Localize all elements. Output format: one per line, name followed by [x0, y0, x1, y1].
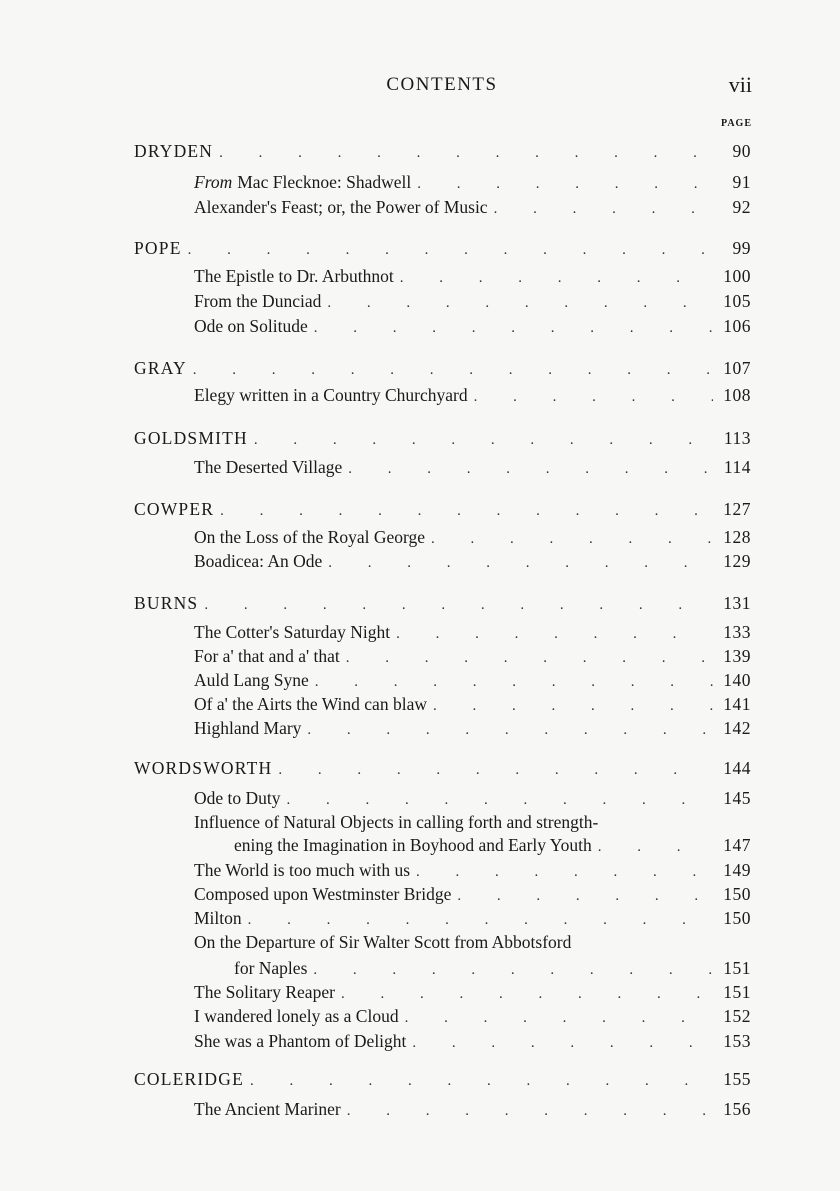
dot-leader [348, 457, 713, 481]
dot-leader [193, 358, 713, 382]
toc-entry[interactable] [194, 716, 751, 740]
dot-leader [248, 908, 713, 932]
entry-title: Boadicea: An Ode [194, 551, 323, 571]
entry-page-number: 145 [723, 788, 751, 808]
toc-author-row[interactable] [134, 756, 751, 780]
dot-leader [188, 238, 713, 262]
entry-title: On the Departure of Sir Walter Scott from Abbotsford [194, 932, 572, 952]
entry-title: From the Dunciad [194, 291, 322, 311]
toc-entry[interactable] [194, 882, 751, 906]
entry-page-number: 108 [723, 385, 751, 405]
entry-page-number: 156 [723, 1099, 751, 1119]
toc-entry[interactable] [194, 264, 751, 288]
entry-title: Highland Mary [194, 718, 302, 738]
entry-title: The Cotter's Saturday Night [194, 622, 391, 642]
entry-title: Ode on Solitude [194, 316, 308, 336]
dot-leader [278, 758, 713, 782]
dot-leader [416, 860, 713, 884]
author-page-number: 155 [723, 1069, 751, 1089]
dot-leader [474, 385, 713, 409]
entry-title: Alexander's Feast; or, the Power of Music [194, 197, 488, 217]
dot-leader [400, 266, 713, 290]
toc-entry[interactable] [194, 906, 751, 930]
dot-leader [396, 622, 713, 646]
entry-page-number: 114 [723, 457, 751, 477]
author-name: POPE [134, 238, 182, 258]
entry-page-number: 151 [723, 982, 751, 1002]
entry-page-number: 140 [723, 670, 751, 690]
toc-entry[interactable] [194, 786, 751, 810]
toc-entry[interactable] [194, 289, 751, 313]
entry-title: The Epistle to Dr. Arbuthnot [194, 266, 394, 286]
entry-title: On the Loss of the Royal George [194, 527, 426, 547]
entry-title: Composed upon Westminster Bridge [194, 884, 452, 904]
entry-page-number: 149 [723, 860, 751, 880]
entry-page-number: 150 [723, 908, 751, 928]
toc-author-row[interactable] [134, 236, 751, 260]
author-page-number: 107 [723, 358, 751, 378]
author-page-number: 113 [723, 428, 751, 448]
running-head-title: CONTENTS [386, 74, 498, 95]
toc-entry-continuation[interactable] [234, 956, 751, 980]
page-number: vii [728, 72, 752, 97]
entry-page-number: 142 [723, 718, 751, 738]
dot-leader [341, 982, 713, 1006]
dot-leader [598, 835, 713, 859]
entry-title: The World is too much with us [194, 860, 411, 880]
entry-page-number: 150 [723, 884, 751, 904]
entry-title: Ode to Duty [194, 788, 281, 808]
toc-entry-continuation[interactable] [234, 833, 751, 857]
entry-page-number: 153 [723, 1031, 751, 1051]
entry-page-number: 128 [723, 527, 751, 547]
entry-prefix: From [194, 172, 233, 192]
toc-author-row[interactable] [134, 139, 751, 163]
toc-entry[interactable] [194, 692, 751, 716]
toc-entry[interactable] [194, 644, 751, 668]
entry-page-number: 147 [723, 835, 751, 855]
author-name: GRAY [134, 358, 187, 378]
entry-page-number: 91 [732, 172, 751, 192]
entry-page-number: 152 [723, 1006, 751, 1026]
author-name: GOLDSMITH [134, 428, 248, 448]
toc-entry[interactable] [194, 1097, 751, 1121]
toc-entry[interactable] [194, 195, 751, 219]
author-page-number: 90 [732, 141, 751, 161]
toc-entry[interactable] [194, 1004, 751, 1028]
page-column-label: PAGE [720, 118, 752, 129]
dot-leader [307, 718, 713, 742]
toc-entry[interactable] [194, 170, 751, 194]
dot-leader [347, 1099, 713, 1123]
author-name: COLERIDGE [134, 1069, 244, 1089]
dot-leader [431, 527, 713, 551]
toc-entry[interactable] [194, 620, 751, 644]
dot-leader [494, 197, 713, 221]
dot-leader [346, 646, 713, 670]
entry-title: Milton [194, 908, 242, 928]
toc-author-row[interactable] [134, 1067, 751, 1091]
entry-page-number: 139 [723, 646, 751, 666]
entry-title: Of a' the Airts the Wind can blaw [194, 694, 427, 714]
author-name: WORDSWORTH [134, 758, 273, 778]
entry-title: The Solitary Reaper [194, 982, 335, 1002]
dot-leader [220, 499, 713, 523]
author-name: BURNS [134, 593, 199, 613]
entry-page-number: 129 [723, 551, 751, 571]
entry-title: I wandered lonely as a Cloud [194, 1006, 399, 1026]
author-page-number: 144 [723, 758, 751, 778]
entry-title: The Deserted Village [194, 457, 343, 477]
dot-leader [204, 593, 713, 617]
entry-page-number: 141 [723, 694, 751, 714]
dot-leader [405, 1006, 713, 1030]
toc-entry[interactable] [194, 858, 751, 882]
entry-page-number: 105 [723, 291, 751, 311]
dot-leader [254, 428, 713, 452]
toc-author-row[interactable] [134, 591, 751, 615]
dot-leader [250, 1069, 713, 1093]
entry-title-continuation: ening the Imagination in Boyhood and Early Youth [234, 835, 592, 855]
entry-title-continuation: for Naples [234, 958, 308, 978]
toc-author-row[interactable] [134, 426, 751, 450]
entry-page-number: 92 [732, 197, 751, 217]
dot-leader [433, 694, 713, 718]
dot-leader [457, 884, 713, 908]
dot-leader [313, 958, 713, 982]
author-page-number: 131 [723, 593, 751, 613]
toc-entry[interactable] [194, 668, 751, 692]
entry-title: Influence of Natural Objects in calling forth and strength- [194, 812, 599, 832]
toc-entry[interactable] [194, 525, 751, 549]
entry-title: Mac Flecknoe: Shadwell [237, 172, 412, 192]
dot-leader [287, 788, 713, 812]
author-name: COWPER [134, 499, 215, 519]
author-page-number: 99 [732, 238, 751, 258]
entry-page-number: 106 [723, 316, 751, 336]
dot-leader [328, 551, 713, 575]
toc-entry[interactable] [194, 383, 751, 407]
entry-page-number: 151 [723, 958, 751, 978]
entry-page-number: 133 [723, 622, 751, 642]
toc-entry[interactable] [194, 980, 751, 1004]
entry-title: Auld Lang Syne [194, 670, 309, 690]
toc-entry[interactable] [194, 314, 751, 338]
toc-entry[interactable] [194, 549, 751, 573]
dot-leader [315, 670, 713, 694]
dot-leader [412, 1031, 713, 1055]
dot-leader [327, 291, 713, 315]
dot-leader [219, 141, 713, 165]
author-name: DRYDEN [134, 141, 214, 161]
author-page-number: 127 [723, 499, 751, 519]
toc-entry-first-line[interactable] [194, 810, 714, 834]
entry-title: The Ancient Mariner [194, 1099, 341, 1119]
entry-title: For a' that and a' that [194, 646, 340, 666]
dot-leader [314, 316, 713, 340]
dot-leader [417, 172, 713, 196]
entry-title: She was a Phantom of Delight [194, 1031, 407, 1051]
entry-page-number: 100 [723, 266, 751, 286]
toc-entry[interactable] [194, 1029, 751, 1053]
toc-author-row[interactable] [134, 497, 751, 521]
toc-author-row[interactable] [134, 356, 751, 380]
toc-entry-first-line[interactable] [194, 930, 714, 954]
entry-title: Elegy written in a Country Churchyard [194, 385, 468, 405]
toc-entry[interactable] [194, 455, 751, 479]
